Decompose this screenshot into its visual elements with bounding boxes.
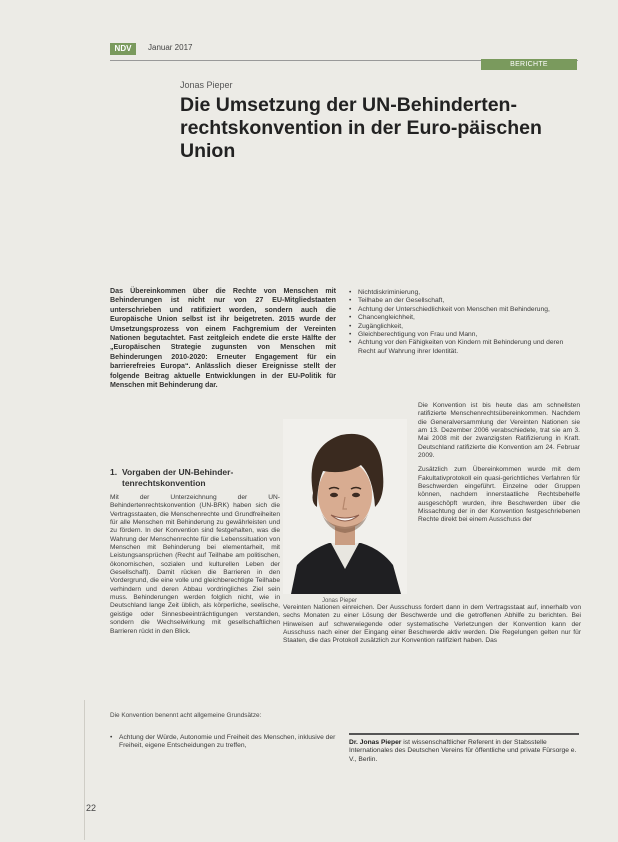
list-item: • Zugänglichkeit, — [349, 323, 581, 331]
bio-text: ist wissenschaftlicher Referent in der Stabsstelle Internationales des Deutschen Vereins für öffentliche und private Fürsorge e. V., Berlin. — [349, 739, 577, 763]
section-heading — [110, 467, 280, 488]
article-author: Jonas Pieper — [180, 80, 233, 90]
photo-caption: Jonas Pieper — [322, 598, 358, 604]
list-item: • Achtung der Unterschiedlichkeit von Menschen mit Behinderung, — [349, 306, 581, 314]
page-fold-line — [84, 700, 85, 840]
principles-list-start — [110, 734, 340, 751]
article-abstract: Das Übereinkommen über die Rechte von Menschen mit Behinderungen ist nicht nur von 27 EU-Mitgliedstaaten unterschrieben und ratifiziert worden, sondern auch die Europäische Union selbst ist ihr beigetreten. 2015 wurde der Umsetzungsprozess von einem Fachgremium der Vereinten Nationen begutachtet. Fast zeitgleich endete die erste Hälfte der „Europäischen Strategie zugunsten von Menschen mit Behinderungen 2010-2020: Erneuter Engagement für ein barrierefreies Europa“. Anlässlich dieser Ereignisse stellt der folgende Beitrag aktuelle Entwicklungen in der EU-Politik für Menschen mit Behinderung dar. — [110, 287, 336, 390]
journal-badge: NDV — [110, 43, 136, 55]
principles-list — [349, 289, 581, 356]
paragraph: Zusätzlich zum Übereinkommen wurde mit dem Fakultativprotokoll ein quasi-gerichtliches Verfahren für Beschwerden eingeführt. Einzelne oder Gruppen können, nachdem innerstaatliche Rechtsbehelfe ausgeschöpft wurden, ihre Beschwerden über die Missachtung der in der Konvention festgeschriebenen Rechte direkt bei einem Ausschuss der — [418, 466, 580, 524]
body-text-right-column — [418, 402, 580, 531]
author-photo — [283, 419, 407, 594]
section-number: 1. — [110, 467, 118, 477]
body-text-left-column: Mit der Unterzeichnung der UN-Behindertenrechtskonvention (UN-BRK) haben sich die Vertragsstaaten, die Menschenrechte und Grundfreiheiten für alle Menschen mit Behinderung zu gewährleisten und zu fördern. In der Konvention sind festgehalten, was die Wahrung der Menschenrechte für die Lebenssituation von Menschen mit Behinderung bei elementarheit, mit Leistungsansprüchen (Recht auf Teilhabe am politischen, ökonomischen, sozialen und kulturellen Leben der Gesellschaft). Damit rücken die Barrieren in den Vordergrund, die eine volle und gleichberechtigte Teilhabe verhindern und deren Abbau vordringliches Ziel sein muss. Behinderungen werden folglich nicht, wie in Deutschland lange Zeit üblich, als körperliche, seelische, geistige oder Sinnesbeeinträchtigungen verstanden, sondern die Wechselwirkung mit gesellschaftlichen Barrieren rückt in den Blick. — [110, 494, 280, 635]
principles-lead: Die Konvention benennt acht allgemeine Grundsätze: — [110, 712, 262, 719]
paragraph: Die Konvention ist bis heute das am schnellsten ratifizierte Menschenrechtsübereinkommen. Nachdem die Generalversammlung der Vereinten Nationen sie am 13. Dezember 2006 verabschiedete, trat sie am 3. Mai 2008 mit der zwanzigsten Ratifizierung in Kraft. Deutschland ratifizierte die Konvention am 24. Februar 2009. — [418, 402, 580, 460]
list-item: • Achtung vor den Fähigkeiten von Kindern mit Behinderung und deren Recht auf Wahrung ihrer Identität. — [349, 339, 581, 356]
page-number: 22 — [86, 803, 97, 813]
body-text-wide-block: Vereinten Nationen einreichen. Der Ausschuss fordert dann in dem Vertragsstaat auf, innerhalb von sechs Monaten zu einer Lösung der Beschwerde und die getroffenen Abhilfe zu berichten. Bei Hinweisen auf schwerwiegende oder systematische Verletzungen der Konvention kann der Ausschuss nach einer der Eingang einer Beschwerde aktiv werden. Die Regelungen gelten nur für Staaten, die das Protokoll zusätzlich zur Konvention ratifiziert haben. Das — [283, 604, 581, 645]
issue-date: Januar 2017 — [148, 43, 193, 52]
list-item: • Achtung der Würde, Autonomie und Freiheit des Menschen, inklusive der Freiheit, eigene Entscheidungen zu treffen, — [110, 734, 340, 751]
bio-name: Dr. Jonas Pieper — [349, 739, 402, 746]
author-bio — [349, 733, 579, 764]
list-item: • Nichtdiskriminierung, — [349, 289, 581, 297]
portrait-illustration — [283, 419, 407, 594]
article-title: Die Umsetzung der UN-Behinderten-rechtskonvention in der Euro-päischen Union — [180, 94, 542, 162]
list-item: • Chancengleichheit, — [349, 314, 581, 322]
section-heading-line2: tenrechtskonvention — [122, 477, 206, 488]
list-item: • Gleichberechtigung von Frau und Mann, — [349, 331, 581, 339]
section-label: BERICHTE — [481, 59, 577, 70]
section-heading-line1: Vorgaben der UN-Behinder- — [122, 467, 234, 477]
list-item: • Teilhabe an der Gesellschaft, — [349, 297, 581, 305]
